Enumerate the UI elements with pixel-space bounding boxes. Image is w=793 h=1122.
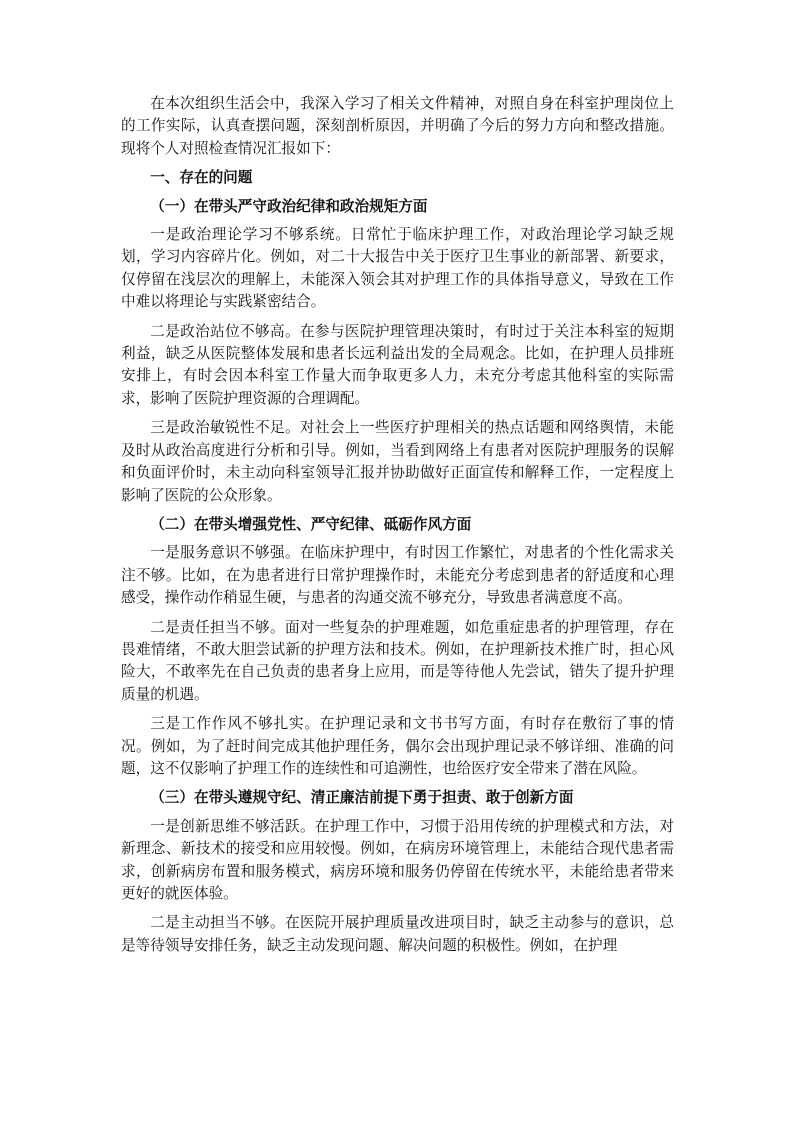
paragraph: 一是服务意识不够强。在临床护理中，有时因工作繁忙，对患者的个性化需求关注不够。比如，在为患者进行日常护理操作时，未能充分考虑到患者的舒适度和心理感受，操作动作稍显生硬，与患者的沟通交流不够充分，导致患者满意度不高。 xyxy=(121,544,674,607)
subsection-heading-3: （三）在带头遵规守纪、清正廉洁前提下勇于担责、敢于创新方面 xyxy=(150,789,574,807)
section-heading-problems: 一、存在的问题 xyxy=(150,169,253,187)
paragraph: 一是创新思维不够活跃。在护理工作中，习惯于沿用传统的护理模式和方法，对新理念、新技术的接受和应用较慢。例如，在病房环境管理上，未能结合现代患者需求，创新病房布置和服务模式，病房环境和服务仍停留在传统水平，未能给患者带来更好的就医体验。 xyxy=(121,817,674,902)
paragraph: 三是工作作风不够扎实。在护理记录和文书书写方面，有时存在敷衍了事的情况。例如，为了赶时间完成其他护理任务，偶尔会出现护理记录不够详细、准确的问题，这不仅影响了护理工作的连续性和可追溯性，也给医疗安全带来了潜在风险。 xyxy=(121,715,674,777)
paragraph: 三是政治敏锐性不足。对社会上一些医疗护理相关的热点话题和网络舆情，未能及时从政治高度进行分析和引导。例如，当看到网络上有患者对医院护理服务的误解和负面评价时，未主动向科室领导汇报并协助做好正面宣传和解释工作，一定程度上影响了医院的公众形象。 xyxy=(121,419,674,504)
paragraph: 二是责任担当不够。面对一些复杂的护理难题，如危重症患者的护理管理，存在畏难情绪，不敢大胆尝试新的护理方法和技术。例如，在护理新技术推广时，担心风险大，不敢率先在自己负责的患者身上应用，而是等待他人先尝试，错失了提升护理质量的机遇。 xyxy=(121,618,674,703)
paragraph: 二是主动担当不够。在医院开展护理质量改进项目时，缺乏主动参与的意识，总是等待领导安排任务，缺乏主动发现问题、解决问题的积极性。例如，在护理 xyxy=(121,914,674,954)
subsection-heading-2: （二）在带头增强党性、严守纪律、砥砺作风方面 xyxy=(150,515,472,533)
document-body xyxy=(121,93,674,964)
paragraph: 二是政治站位不够高。在参与医院护理管理决策时，有时过于关注本科室的短期利益，缺乏从医院整体发展和患者长远利益出发的全局观念。比如，在护理人员排班安排上，有时会因本科室工作量大而争取更多人力，未充分考虑其他科室的实际需求，影响了医院护理资源的合理调配。 xyxy=(121,322,674,407)
subsection-heading-1: （一）在带头严守政治纪律和政治规矩方面 xyxy=(150,197,428,215)
paragraph: 一是政治理论学习不够系统。日常忙于临床护理工作，对政治理论学习缺乏规划，学习内容碎片化。例如，对二十大报告中关于医疗卫生事业的新部署、新要求，仅停留在浅层次的理解上，未能深入领会其对护理工作的具体指导意义，导致在工作中难以将理论与实践紧密结合。 xyxy=(121,226,674,311)
intro-paragraph: 在本次组织生活会中，我深入学习了相关文件精神，对照自身在科室护理岗位上的工作实际，认真查摆问题，深刻剖析原因，并明确了今后的努力方向和整改措施。现将个人对照检查情况汇报如下： xyxy=(121,95,674,157)
